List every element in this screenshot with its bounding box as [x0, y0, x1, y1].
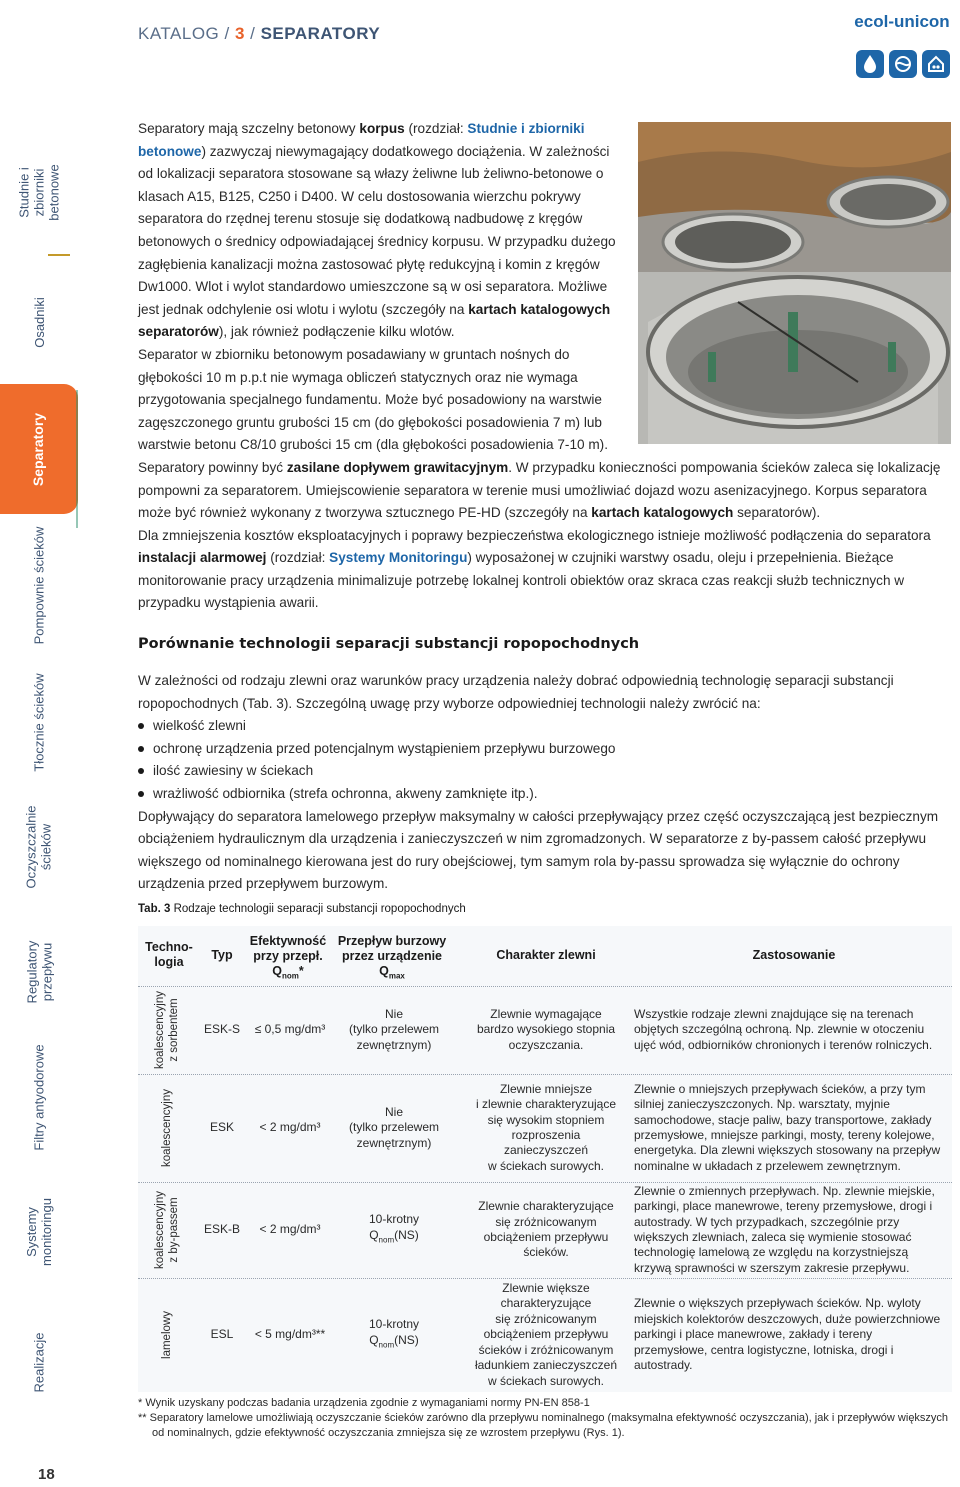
logo-text: ecol-unicon — [854, 12, 950, 31]
section2-paragraph-2: Dopływający do separatora lamelowego przepływ maksymalny w całości przepływający przez część oczyszczającą jest bezpiecznym obciążeniem hydraulicznym dla urządzenia i zanieczyszczeń w nim zgromadzonych. W separatorze z by-passem całość przepływu większego od nominalnego kierowana jest do rury obejściowej, tym samym rola by-passu sprowadza się wyłącznie do ochrony urządzenia przed przepływem burzowym. — [138, 808, 939, 892]
sidebar-item-tlocznie[interactable] — [0, 657, 78, 787]
sidebar-item-label: Oczyszczalnie ścieków — [24, 805, 55, 889]
page-header — [0, 0, 960, 90]
row-efficiency: < 5 mg/dm³** — [254, 1327, 326, 1342]
water-drop-icon — [856, 50, 884, 78]
row-flow — [334, 1182, 454, 1278]
row-application: Zlewnie o mniejszych przepływach ścieków, a przy tym silniej zanieczyszczonych. Np. warsztaty, myjnie samochodowe, stacje paliw, bazy transportowe, zakłady przemysłowe, mniejsze parkingi, mosty, tereny kolejowe, energetyka. Dla zlewni większych stosowany na przepływ nominalne w układach z przelewem zewnętrznym. — [634, 1081, 941, 1173]
header-flow-sub: max — [388, 971, 405, 981]
header-przeplyw — [332, 934, 452, 984]
row-character: Zlewnie większe charakteryzujące się zróżnicowanym obciążeniem przepływu ścieków i zróżnicowanym ładunkiem zanieczyszczeń w ściekach surowych. — [474, 1281, 618, 1388]
header-typ: Typ — [211, 948, 233, 962]
sidebar-item-filtry[interactable] — [0, 1027, 78, 1167]
header-efektywnosc — [244, 934, 332, 984]
row-type: ESK-S — [203, 1022, 240, 1037]
row-application: Wszystkie rodzaje zlewni znajdujące się na terenach objętych szczególną ochroną. Np. zlewnie w otoczeniu ujęć wód, odbiorników chronionych i terenów rolniczych. — [634, 1006, 933, 1052]
text: Separatory mają szczelny betonowy — [138, 121, 360, 136]
swirl-icon — [889, 50, 917, 78]
tech-label: koalescencyjny z by-passem — [154, 1191, 181, 1269]
table-row — [138, 986, 952, 1074]
bold-text: kartach katalogowych separatorów — [138, 301, 611, 340]
text: (rozdział: — [266, 550, 330, 566]
flow-q: Q — [369, 1332, 379, 1347]
catalog-prefix: KATALOG / — [138, 24, 235, 43]
flow-multiplier: 10-krotny — [368, 1317, 420, 1332]
row-flow — [334, 1278, 454, 1392]
bold-text: kartach katalogowych — [591, 505, 734, 521]
text: (rozdział: — [404, 121, 468, 136]
table-footnotes — [138, 1396, 952, 1441]
text: ), jak również podłączenie kilku wlotów. — [218, 324, 455, 340]
catalog-separator: / — [244, 24, 261, 43]
sidebar-item-label: Regulatory przepływu — [24, 940, 54, 1004]
row-technology — [138, 1074, 196, 1182]
caption-text: Rodzaje technologii separacji substancji ropopochodnych — [170, 903, 466, 915]
sidebar-item-label: Pompownie ścieków — [31, 526, 47, 644]
table-row — [138, 1278, 952, 1392]
text: ) wyposażonej w czujniki warstwy osadu, oleju i przepełnienia. Bieżące monitorowanie pracy urządzenia minimalizuje potrzebę lokalnej kontroli obiektów oraz skraca czas reakcji służb technicznych w przypadku wystąpienia awarii. — [138, 550, 905, 611]
list-item: ilość zawiesiny w ściekach — [138, 760, 952, 783]
sidebar-item-label: Filtry antyodorowe — [31, 1043, 47, 1151]
section-heading: Porównanie technologii separacji substancji ropopochodnych — [138, 636, 640, 652]
table-row — [138, 1182, 952, 1278]
intro-paragraph-1 — [138, 118, 628, 344]
house-drops-icon — [922, 50, 950, 78]
list-item: wielkość zlewni — [138, 715, 952, 738]
bold-text: zasilane dopływem grawitacyjnym — [286, 459, 509, 475]
row-flow: Nie (tylko przelewem zewnętrznym) — [348, 1104, 440, 1150]
main-content — [138, 118, 952, 615]
row-application: Zlewnie o większych przepływach ścieków. Np. wyloty miejskich kolektorów deszczowych, duże powierzchniowe parkingi i place manewrowe, zakłady i tereny przemysłowe, centra logistyczne, lotniska, drogi i autostrady. — [634, 1296, 941, 1373]
flow-multiplier: 10-krotny — [368, 1212, 420, 1227]
intro-paragraph-4 — [138, 525, 952, 615]
text: . W przypadku konieczności pompowania ścieków zaleca się lokalizację pompowni za separatorem. Umiejscowienie separatora w terenie musi umożliwiać dojazd wozu asenizacyjnego. Korpus separatora może być również wykonany z tworzywa sztucznego PE-HD (szczegóły na — [138, 459, 941, 521]
caption-label: Tab. 3 — [138, 903, 171, 915]
text: separatorów). — [733, 505, 821, 521]
header-zastosowanie: Zastosowanie — [752, 948, 836, 962]
tech-label: koalescencyjny — [161, 1089, 174, 1167]
sidebar-item-osadniki[interactable] — [0, 262, 78, 382]
header-eff-star: * — [298, 964, 304, 978]
row-efficiency: < 2 mg/dm³ — [259, 1222, 321, 1237]
sidebar-item-oczyszczalnie[interactable] — [0, 792, 78, 902]
row-technology — [138, 986, 196, 1074]
row-efficiency: < 2 mg/dm³ — [259, 1120, 321, 1135]
sidebar-item-label: Studnie i zbiorniki betonowe — [16, 163, 62, 221]
catalog-section: SEPARATORY — [260, 24, 381, 43]
sidebar-item-realizacje[interactable] — [0, 1312, 78, 1412]
row-technology — [138, 1182, 196, 1278]
tech-label: lamelowy — [161, 1311, 173, 1359]
sidebar-item-pompownie[interactable] — [0, 520, 78, 650]
flow-q: Q — [369, 1227, 379, 1242]
section2-paragraph-1: W zależności od rodzaju zlewni oraz warunków pracy urządzenia należy dobrać odpowiednią technologię separacji substancji ropopochodnych (Tab. 3). Szczególną uwagę przy wyborze odpowiedniej technologii należy zwrócić na: — [138, 673, 894, 711]
sidebar-item-label: Tłocznie ścieków — [31, 672, 47, 772]
link-systemy-monitoringu[interactable]: Systemy Monitoringu — [329, 550, 468, 566]
sidebar-item-label: Separatory — [30, 412, 47, 486]
bold-text: instalacji alarmowej — [138, 550, 267, 566]
table-row — [138, 1074, 952, 1182]
header-eff-text: Efektywność przy przepł. — [249, 934, 327, 963]
sidebar-item-regulatory[interactable] — [0, 922, 78, 1022]
flow-ns: (NS) — [394, 1332, 419, 1347]
catalog-number: 3 — [234, 24, 245, 43]
flow-sub: nom — [378, 1340, 395, 1350]
row-type: ESL — [210, 1327, 234, 1342]
header-eff-sub: nom — [281, 971, 299, 981]
company-logo[interactable] — [852, 12, 952, 82]
criteria-list — [138, 715, 952, 805]
header-eff-q: Q — [272, 964, 282, 978]
link-studnie[interactable]: Studnie i zbiorniki betonowe — [138, 121, 585, 159]
intro-paragraph-2: Separator w zbiorniku betonowym posadawiany w gruntach nośnych do głębokości 10 m p.p.t nie wymaga obliczeń statycznych oraz nie wymaga przygotowania specjalnego fundamentu. Może być posadowiony na warstwie zagęszczonego gruntu grubości 15 cm (do głębokości posadowienia 7 m) lub warstwie betonu C8/10 grubości 15 cm (dla głębokości posadowienia 7-10 m). — [138, 346, 608, 453]
intro-paragraph-3 — [138, 457, 952, 525]
footnote-2: ** Separatory lamelowe umożliwiają oczyszczanie ścieków zarówno dla przepływu nominalnego (maksymalna efektywność oczyszczania), jak i przepływów większych od nominalnych, gdzie efektywność oczyszczania zmniejsza się ze wzrostem przepływu (Rys. 1). — [138, 1412, 949, 1439]
row-efficiency: ≤ 0,5 mg/dm³ — [254, 1022, 326, 1037]
text: Dla zmniejszenia kosztów eksploatacyjnych i poprawy bezpieczeństwa ekologicznego istnieje możliwość podłączenia do separatora — [138, 527, 931, 543]
row-character: Zlewnie wymagające bardzo wysokiego stopnia oczyszczania. — [476, 1006, 616, 1052]
sidebar-accent-line — [58, 390, 78, 528]
header-flow-text: Przepływ burzowy przez urządzenie — [337, 934, 447, 963]
sidebar-item-studnie[interactable] — [0, 122, 78, 262]
sidebar-item-label: Systemy monitoringu — [24, 1198, 54, 1266]
list-item: wrażliwość odbiornika (strefa ochronna, akweny zamknięte itp.). — [138, 783, 952, 806]
flow-ns: (NS) — [394, 1227, 419, 1242]
text: ) zazwyczaj niewymagający dodatkowego dociążenia. W zależności od lokalizacji separatora stosowane są włazy żeliwne lub żeliwno-betonowe o klasach A15, B125, C250 i D400. W celu dostosowania wierzchu pokrywy separatora do rzędnej terenu stosuje się dodatkową nadbudowę z kręgów betonowych o średnicy odpowiadającej średnicy korpusu. W przypadku dużego zagłębienia kanalizacji można zastosować płytę redukcyjną i komin z kręgów Dw1000. Wlot i wylot standardowo umieszczone są w osi separatora. Możliwe jest jednak odchylenie osi wlotu i wylotu (szczegóły na — [138, 143, 616, 317]
sidebar-item-label: Osadniki — [31, 296, 47, 348]
flow-sub: nom — [378, 1235, 395, 1245]
sidebar-item-systemy[interactable] — [0, 1182, 78, 1282]
page-number: 18 — [38, 1466, 55, 1483]
catalog-title — [138, 24, 380, 44]
bold-text: korpus — [359, 121, 405, 136]
row-application: Zlewnie o zmiennych przepływach. Np. zlewnie miejskie, parkingi, place manewrowe, tereny przemysłowe, drogi i autostrady. W tych przypadkach, szczególnie przy większych zlewniach, zaleca się wymienie stosować technologię lamelową ze względu na korzystniejszą krzywą sprawności w szerszym zakresie przepływu. — [634, 1183, 935, 1275]
table-caption — [138, 903, 466, 915]
row-type: ESK — [209, 1120, 234, 1135]
header-flow-q: Q — [379, 964, 389, 978]
sidebar-item-label: Realizacje — [31, 1332, 47, 1392]
header-technologia: Techno- logia — [145, 940, 193, 969]
header-charakter: Charakter zlewni — [496, 948, 596, 962]
footnote-1: * Wynik uzyskany podczas badania urządzenia zgodnie z wymaganiami normy PN-EN 858-1 — [138, 1397, 590, 1409]
tech-label: koalescencyjny z sorbentem — [154, 991, 181, 1069]
row-character: Zlewnie charakteryzujące się zróżnicowanym obciążeniem przepływu ścieków. — [478, 1199, 614, 1260]
row-character: Zlewnie mniejsze i zlewnie charakteryzujące się wysokim stopniem rozproszenia zanieczyszczeń w ściekach surowych. — [475, 1081, 617, 1173]
row-flow: Nie (tylko przelewem zewnętrznym) — [348, 1006, 440, 1052]
technology-table — [138, 926, 952, 1392]
row-type: ESK-B — [203, 1222, 240, 1237]
section-sidebar — [0, 122, 78, 1432]
text: Separatory powinny być — [138, 459, 287, 475]
list-item: ochronę urządzenia przed potencjalnym wystąpieniem przepływu burzowego — [138, 738, 952, 761]
section2-content — [138, 670, 952, 896]
row-technology — [138, 1278, 196, 1392]
